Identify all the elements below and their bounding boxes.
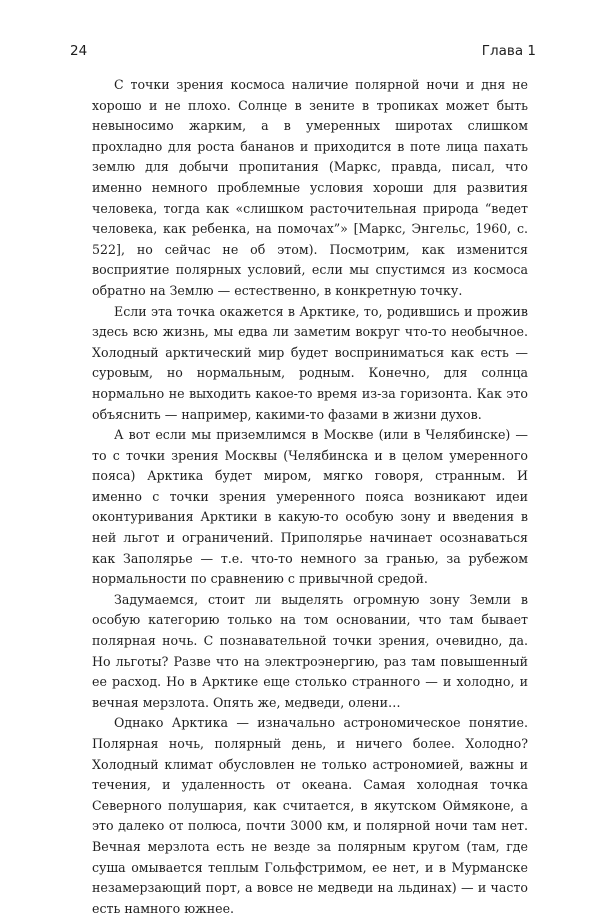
paragraph-5: Однако Арктика — изначально астрономическое понятие. Полярная ночь, полярный день, и ничего более. Холодно? Холодный климат обусловлен не только астрономией, важны и течения, и удаленность от океана. Самая холодная точка Северного полушария, как считается, в якутском Оймяконе, а это далеко от полюса, почти 3000 км, и полярной ночи там нет. Вечная мерзлота есть не везде за полярным кругом (там, где суша омывается теплым Гольфстримом, ее нет, и в Мурманске незамерзающий порт, а вовсе не медведи на льдинах) — и часто есть намного южнее. [92,715,528,916]
body-text [92,75,528,919]
paragraph-3: А вот если мы приземлимся в Москве (или в Челябинске) — то с точки зрения Москвы (Челябинска и в целом умеренного пояса) Арктика будет миром, мягко говоря, странным. И именно с точки зрения умеренного пояса возникают идеи оконтуривания Арктики в какую-то особую зону и введения в ней льгот и ограничений. Приполярье начинает осознаваться как Заполярье — т.е. что-то немного за гранью, за рубежом нормальности по сравнению с привычной средой. [92,427,528,587]
paragraph-2: Если эта точка окажется в Арктике, то, родившись и прожив здесь всю жизнь, мы едва ли заметим вокруг что-то необычное. Холодный арктический мир будет восприниматься как есть — суровым, но нормальным, родным. Конечно, для солнца нормально не выходить какое-то время из-за горизонта. Как это объяснить — например, какими-то фазами в жизни духов. [92,303,528,422]
running-head [70,43,536,65]
paragraph-4: Задумаемся, стоит ли выделять огромную зону Земли в особую категорию только на том основании, что там бывает полярная ночь. С познавательной точки зрения, очевидно, да. Но льготы? Разве что на электроэнергию, раз там повышенный ее расход. Но в Арктике еще столько странного — и холодно, и вечная мерзлота. Опять же, медведи, олени… [92,591,528,710]
paragraph-1: С точки зрения космоса наличие полярной ночи и дня не хорошо и не плохо. Солнце в зените в тропиках может быть невыносимо жарким, а в умеренных широтах слишком прохладно для роста бананов и приходится в поте лица пахать землю для добычи пропитания (Маркс, правда, писал, что именно немного проблемные условия хороши для развития человека, тогда как «слишком расточительная природа “ведет человека, как ребенка, на помочах”» [Маркс, Энгельс, 1960, с. 522], но сейчас не об этом). Посмотрим, как изменится восприятие полярных условий, если мы спустимся из космоса обратно на Землю — естественно, в конкретную точку. [92,77,528,298]
page-number: 24 [70,43,88,59]
chapter-label: Глава 1 [481,43,536,59]
